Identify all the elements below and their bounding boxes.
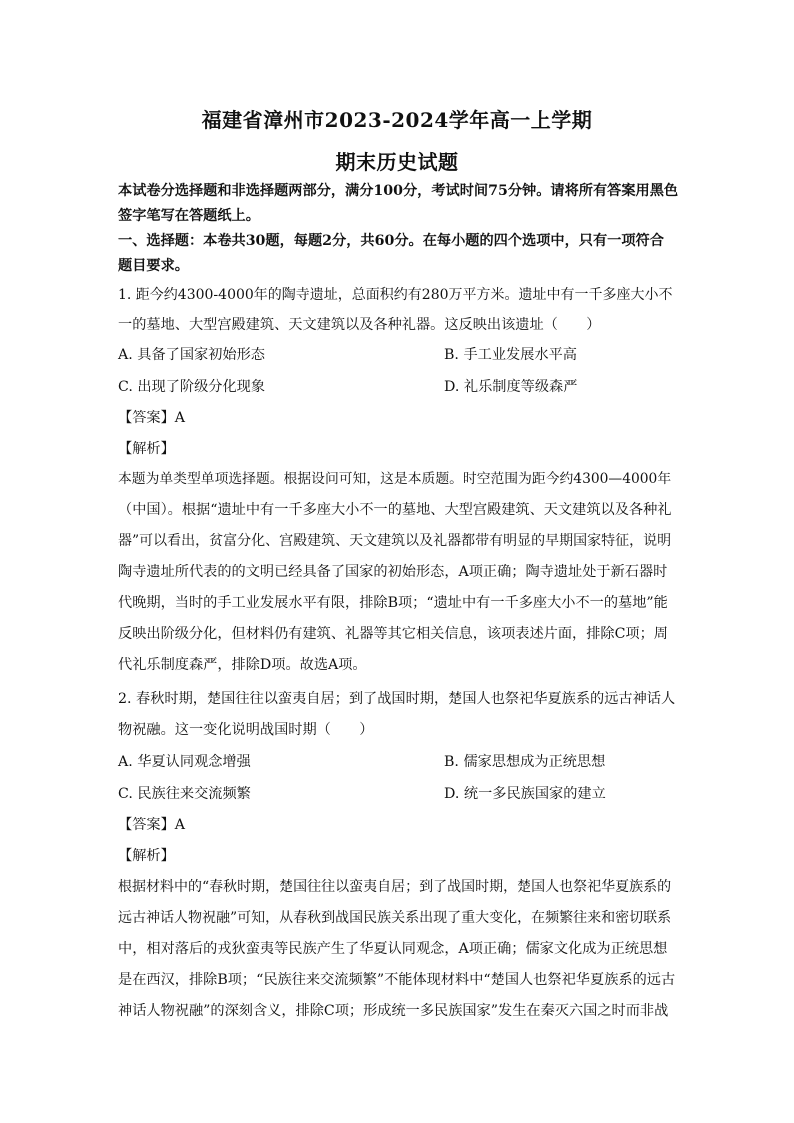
q2-stem-line-1: 2. 春秋时期，楚国往往以蛮夷自居；到了战国时期，楚国人也祭祀华夏族系的远古神话人 bbox=[118, 691, 676, 707]
q1-stem-line-1: 1. 距今约4300-4000年的陶寺遗址，总面积约有280万平方米。遗址中有一千多座大小不 bbox=[118, 287, 673, 303]
instructions-line-1: 本试卷分选择题和非选择题两部分，满分100分，考试时间75分钟。请将所有答案用黑色 bbox=[118, 183, 679, 199]
q1-answer: 【答案】A bbox=[118, 410, 185, 426]
q2-analysis-line: 是在西汉，排除B项；“民族往来交流频繁”不能体现材料中“楚国人也祭祀华夏族系的远古 bbox=[118, 972, 676, 988]
title-line-1: 福建省漳州市2023-2024学年高一上学期 bbox=[201, 108, 593, 132]
section-heading-line-2: 题目要求。 bbox=[118, 258, 189, 274]
q1-analysis-line: （中国）。根据“遗址中有一千多座大小不一的墓地、大型宫殿建筑、天文建筑以及各种礼 bbox=[118, 502, 672, 518]
q1-stem-line-2: 一的墓地、大型宫殿建筑、天文建筑以及各种礼器。这反映出该遗址（ ） bbox=[118, 317, 601, 333]
q1-analysis-label: 【解析】 bbox=[118, 441, 175, 457]
q2-option-d: D. 统一多民族国家的建立 bbox=[444, 786, 606, 802]
q1-analysis-line: 代晚期，当时的手工业发展水平有限，排除B项；“遗址中有一千多座大小不一的墓地”能 bbox=[118, 595, 668, 611]
q1-analysis-line: 器”可以看出，贫富分化、宫殿建筑、天文建筑以及礼器都带有明显的早期国家特征，说明 bbox=[118, 533, 672, 549]
q2-analysis-line: 根据材料中的“春秋时期，楚国往往以蛮夷自居；到了战国时期，楚国人也祭祀华夏族系的 bbox=[118, 879, 672, 895]
q1-option-b: B. 手工业发展水平高 bbox=[444, 347, 577, 363]
q1-analysis-line: 陶寺遗址所代表的的文明已经具备了国家的初始形态，A项正确；陶寺遗址处于新石器时 bbox=[118, 564, 668, 580]
q2-analysis-label: 【解析】 bbox=[118, 848, 175, 864]
q2-analysis-line: 远古神话人物祝融”可知，从春秋到战国民族关系出现了重大变化，在频繁往来和密切联系 bbox=[118, 910, 672, 926]
q1-option-d: D. 礼乐制度等级森严 bbox=[444, 379, 578, 395]
q2-option-a: A. 华夏认同观念增强 bbox=[118, 754, 251, 770]
q2-analysis-line: 神话人物祝融”的深刻含义，排除C项；形成统一多民族国家”发生在秦灭六国之时而非战 bbox=[118, 1003, 669, 1019]
q2-analysis-line: 中，相对落后的戎狄蛮夷等民族产生了华夏认同观念，A项正确；儒家文化成为正统思想 bbox=[118, 941, 668, 957]
q2-option-c: C. 民族往来交流频繁 bbox=[118, 786, 251, 802]
q1-option-c: C. 出现了阶级分化现象 bbox=[118, 379, 266, 395]
q2-answer: 【答案】A bbox=[118, 817, 185, 833]
q2-stem-line-2: 物祝融。这一变化说明战国时期（ ） bbox=[118, 722, 374, 738]
q1-analysis-line: 反映出阶级分化，但材料仍有建筑、礼器等其它相关信息，该项表述片面，排除C项；周 bbox=[118, 626, 668, 642]
q1-analysis-line: 本题为单类型单项选择题。根据设问可知，这是本质题。时空范围为距今约4300—4000年 bbox=[118, 471, 672, 487]
instructions-line-2: 签字笔写在答题纸上。 bbox=[118, 208, 260, 224]
q1-analysis-line: 代礼乐制度森严，排除D项。故选A项。 bbox=[118, 657, 367, 673]
section-heading-line-1: 一、选择题：本卷共30题，每题2分，共60分。在每小题的四个选项中，只有一项符合 bbox=[118, 233, 664, 249]
q1-option-a: A. 具备了国家初始形态 bbox=[118, 347, 265, 363]
q2-option-b: B. 儒家思想成为正统思想 bbox=[444, 754, 606, 770]
title-line-2: 期末历史试题 bbox=[335, 150, 459, 174]
